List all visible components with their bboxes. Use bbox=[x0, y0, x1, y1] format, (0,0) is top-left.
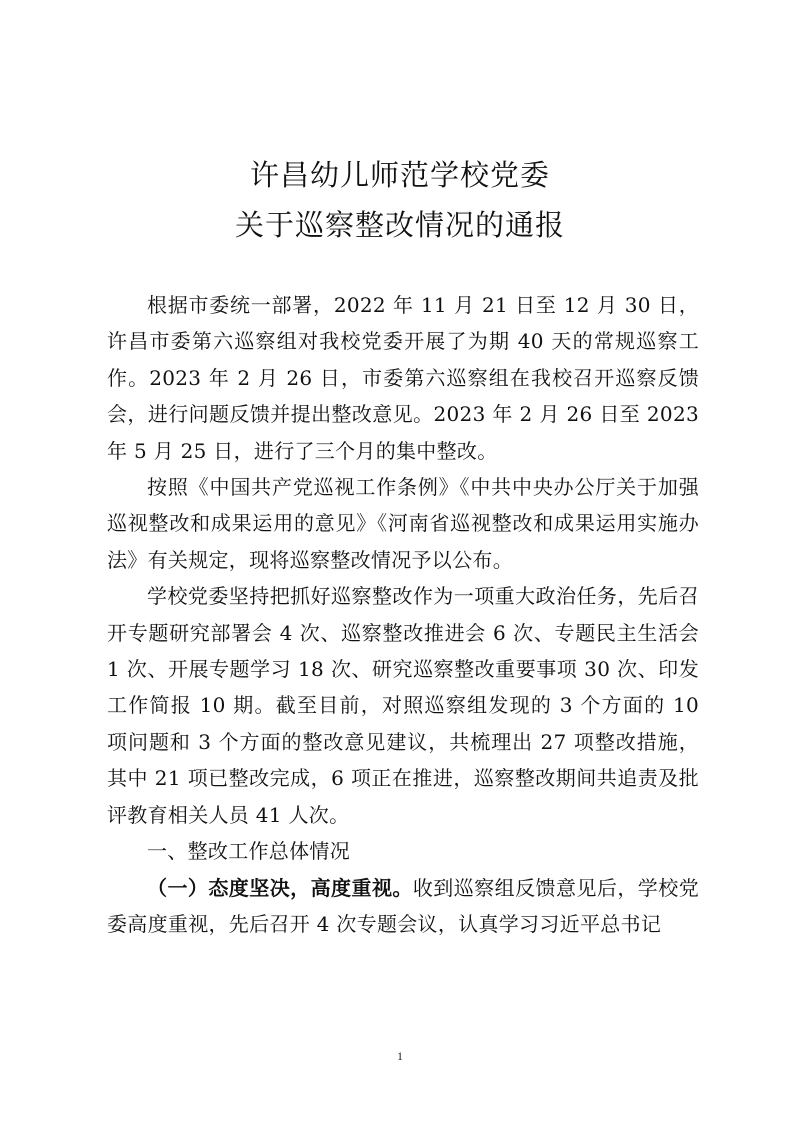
document-title-line1: 许昌幼儿师范学校党委 bbox=[249, 158, 550, 192]
body-paragraph-2: 按照《中国共产党巡视工作条例》《中共中央办公厅关于加强巡视整改和成果运用的意见》《河南省巡视整改和成果运用实施办法》有关规定，现将巡察整改情况予以公布。 bbox=[107, 475, 699, 572]
subsection-lead: （一）态度坚决，高度重视。 bbox=[147, 875, 413, 900]
body-paragraph-4 bbox=[107, 870, 699, 943]
body-paragraph-3: 学校党委坚持把抓好巡察整改作为一项重大政治任务，先后召开专题研究部署会 4 次、巡察整改推进会 6 次、专题民主生活会 1 次、开展专题学习 18 次、研究巡察整改重要事项 30 次、印发工作简报 10 期。截至目前，对照巡察组发现的 3 个方面的 10 项问题和 3 个方面的整改意见建议，共梳理出 27 项整改措施，其中 21 项已整改完成，6 项正在推进，巡察整改期间共追责及批评教育相关人员 41 人次。 bbox=[107, 584, 699, 827]
page-number: 1 bbox=[397, 1049, 403, 1063]
section-heading-1: 一、整改工作总体情况 bbox=[147, 839, 350, 864]
document-body bbox=[107, 287, 699, 942]
document-title-line2: 关于巡察整改情况的通报 bbox=[234, 208, 565, 242]
subsection-text: 收到巡察组反馈意见后，学校党委高度重视，先后召开 4 次专题会议，认真学习习近平总书记 bbox=[107, 875, 700, 936]
body-paragraph-1: 根据市委统一部署，2022 年 11 月 21 日至 12 月 30 日，许昌市委第六巡察组对我校党委开展了为期 40 天的常规巡察工作。2023 年 2 月 26 日，市委第六巡察组在我校召开巡察反馈会，进行问题反馈并提出整改意见。2023 年 2 月 26 日至 2023 年 5 月 25 日，进行了三个月的集中整改。 bbox=[107, 293, 699, 463]
